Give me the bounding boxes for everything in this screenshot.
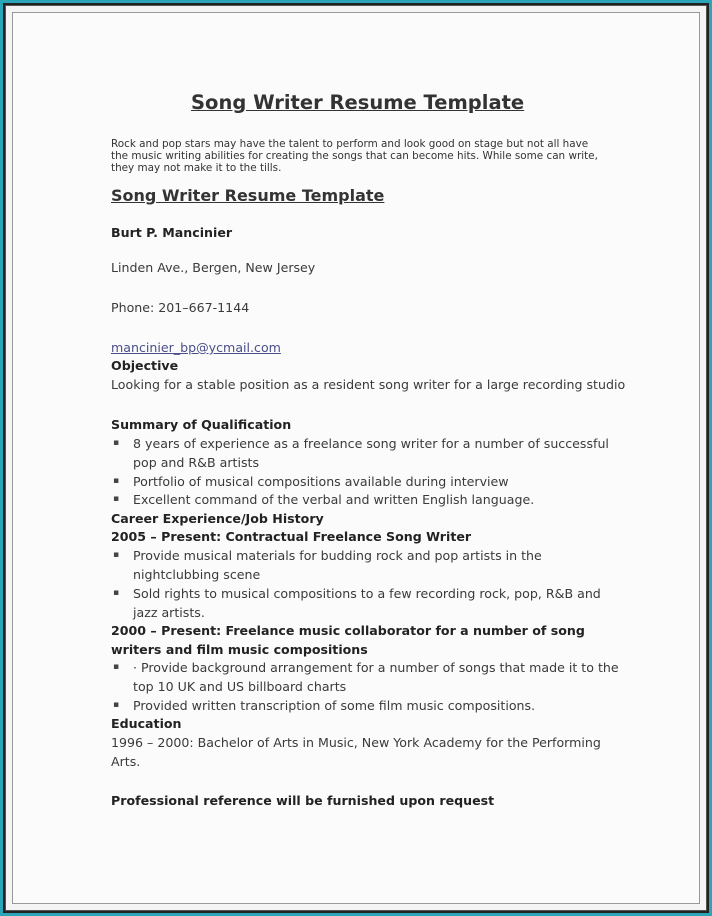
intro-line: Rock and pop stars may have the talent to perform and look good on stage but not all have [111,138,589,150]
education-heading: Education [111,716,182,731]
career-heading: Career Experience/Job History [111,511,324,526]
summary-item: Excellent command of the verbal and written English language. [133,492,535,507]
address: Linden Ave., Bergen, New Jersey [111,260,316,275]
summary-item: 8 years of experience as a freelance song writer for a number of successful [133,436,609,451]
job-title-cont: writers and film music compositions [111,642,368,657]
phone: Phone: 201–667-1144 [111,300,250,315]
job-item-cont: top 10 UK and US billboard charts [133,679,347,694]
bullet-icon: ▪ [113,494,120,504]
intro-line: the music writing abilities for creating the songs that can become hits. While some can write, [111,150,598,162]
bullet-icon: ▪ [113,476,120,486]
bullet-icon: ▪ [113,588,120,598]
job-title: 2005 – Present: Contractual Freelance Song Writer [111,529,472,544]
job-item-cont: nightclubbing scene [133,567,261,582]
job-item-cont: jazz artists. [133,605,205,620]
bullet-icon: ▪ [113,550,120,560]
objective-heading: Objective [111,358,179,373]
page-title: Song Writer Resume Template [191,91,525,114]
applicant-name: Burt P. Mancinier [111,225,233,240]
summary-item-cont: pop and R&B artists [133,455,259,470]
reference-note: Professional reference will be furnished upon request [111,793,495,808]
job-item: · Provide background arrangement for a number of songs that made it to the [133,660,619,675]
bullet-icon: ▪ [113,438,120,448]
job-item: Provided written transcription of some film music compositions. [133,698,536,713]
bullet-icon: ▪ [113,662,120,672]
objective-text: Looking for a stable position as a resident song writer for a large recording studio [111,377,626,392]
bullet-icon: ▪ [113,700,120,710]
intro-line: they may not make it to the tills. [111,162,282,174]
job-title: 2000 – Present: Freelance music collaborator for a number of song [111,623,585,638]
education-line: Arts. [111,754,141,769]
job-item: Provide musical materials for budding rock and pop artists in the [133,548,542,563]
job-item: Sold rights to musical compositions to a few recording rock, pop, R&B and [133,586,601,601]
summary-heading: Summary of Qualification [111,417,292,432]
summary-item: Portfolio of musical compositions available during interview [133,474,509,489]
resume-subtitle: Song Writer Resume Template [111,186,385,205]
email-link[interactable]: mancinier_bp@ycmail.com [111,340,281,355]
education-line: 1996 – 2000: Bachelor of Arts in Music, New York Academy for the Performing [111,735,601,750]
